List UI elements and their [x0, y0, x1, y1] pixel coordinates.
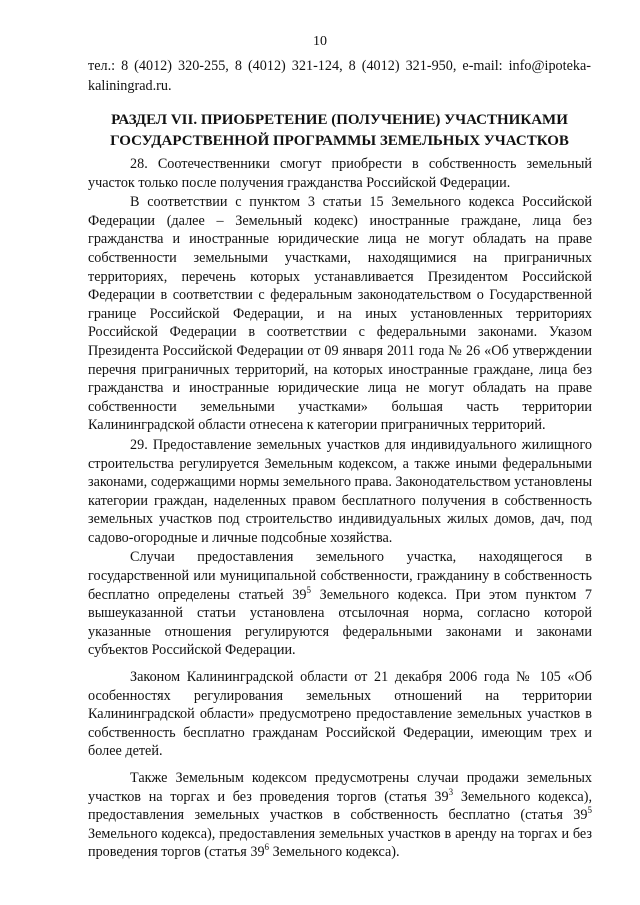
paragraph-29: 29. Предоставление земельных участков для индивидуального жилищного строительства регулируется Земельным кодексом, а также иными федеральными законами, содержащими нормы земельного права. Законодательством установлены категории граждан, наделенных правом бесплатного получения в собственность земельных участков под строительство индивидуальных жилых домов, дач, под садово-огородные и личные подсобные хозяйства. [88, 436, 592, 546]
section-title-line-2: ГОСУДАРСТВЕННОЙ ПРОГРАММЫ ЗЕМЕЛЬНЫХ УЧАСТКОВ [110, 133, 569, 149]
text-run: Также Земельным кодексом предусмотрены случаи продажи земельных участков на торгах и без проведения торгов (статья 39 [88, 770, 592, 805]
paragraph-free-land-cases [88, 548, 592, 660]
paragraph-kaliningrad-law: Законом Калининградской области от 21 декабря 2006 года № 105 «Об особенностях регулирования земельных отношений на территории Калининградской области» предусмотрено предоставление земельных участков в собственность бесплатно гражданам Российской Федерации, имеющим трех и более детей. [88, 669, 592, 760]
text-run: Случаи предоставления земельного участка, находящегося в государственной или муниципальной собственности, гражданину в собственность бесплатно определены статьей 39 [88, 549, 592, 603]
superscript: 3 [448, 786, 454, 797]
paragraph-28: 28. Соотечественники смогут приобрести в собственность земельный участок только после получения гражданства Российской Федерации. [88, 156, 592, 191]
text-run: Земельного кодекса), предоставления земельных участков в аренду на торгах и без проведения торгов (статья 39 [88, 825, 592, 861]
paragraph-land-code-restrictions: В соответствии с пунктом 3 статьи 15 Земельного кодекса Российской Федерации (далее – Земельный кодекс) иностранные граждане, лица без гражданства и иностранные юридические лица не могут обладать на праве собственности земельными участками, находящимися на приграничных территориях, перечень которых устанавливается Президентом Российской Федерации в соответствии с федеральным законодательством о Государственной границе Российской Федерации, и на иных установленных территориях Российской Федерации в соответствии с федеральными законами. Указом Президента Российской Федерации от 09 января 2011 года № 26 «Об утверждении перечня приграничных территорий, на которых иностранные граждане, лица без гражданства и иностранные юридические лица не могут обладать на праве собственности земельными участками» большая часть территории Калининградской области отнесена к категории приграничных территорий. [88, 194, 592, 434]
paragraph-land-sale-cases [88, 769, 592, 862]
page-number: 10 [313, 34, 327, 49]
superscript: 5 [306, 584, 311, 595]
superscript: 6 [264, 842, 270, 853]
text-run: Земельного кодекса), предоставления земельных участков в собственность бесплатно (статья 39 [88, 788, 592, 824]
text-run: Земельного кодекса). [269, 844, 400, 861]
superscript: 5 [587, 805, 592, 816]
section-title-line-1: РАЗДЕЛ VII. ПРИОБРЕТЕНИЕ (ПОЛУЧЕНИЕ) УЧАСТНИКАМИ [111, 112, 568, 128]
document-body [88, 155, 592, 863]
contact-info: тел.: 8 (4012) 320-255, 8 (4012) 321-124, 8 (4012) 321-950, e-mail: info@ipoteka-kaliningrad.ru. [88, 58, 591, 94]
text-run: Земельного кодекса. При этом пунктом 7 вышеуказанной статьи установлена отсылочная норма, согласно которой указанные отношения регулируются федеральными законами и законами субъектов Российской Федерации. [88, 586, 592, 659]
section-title [88, 110, 591, 152]
